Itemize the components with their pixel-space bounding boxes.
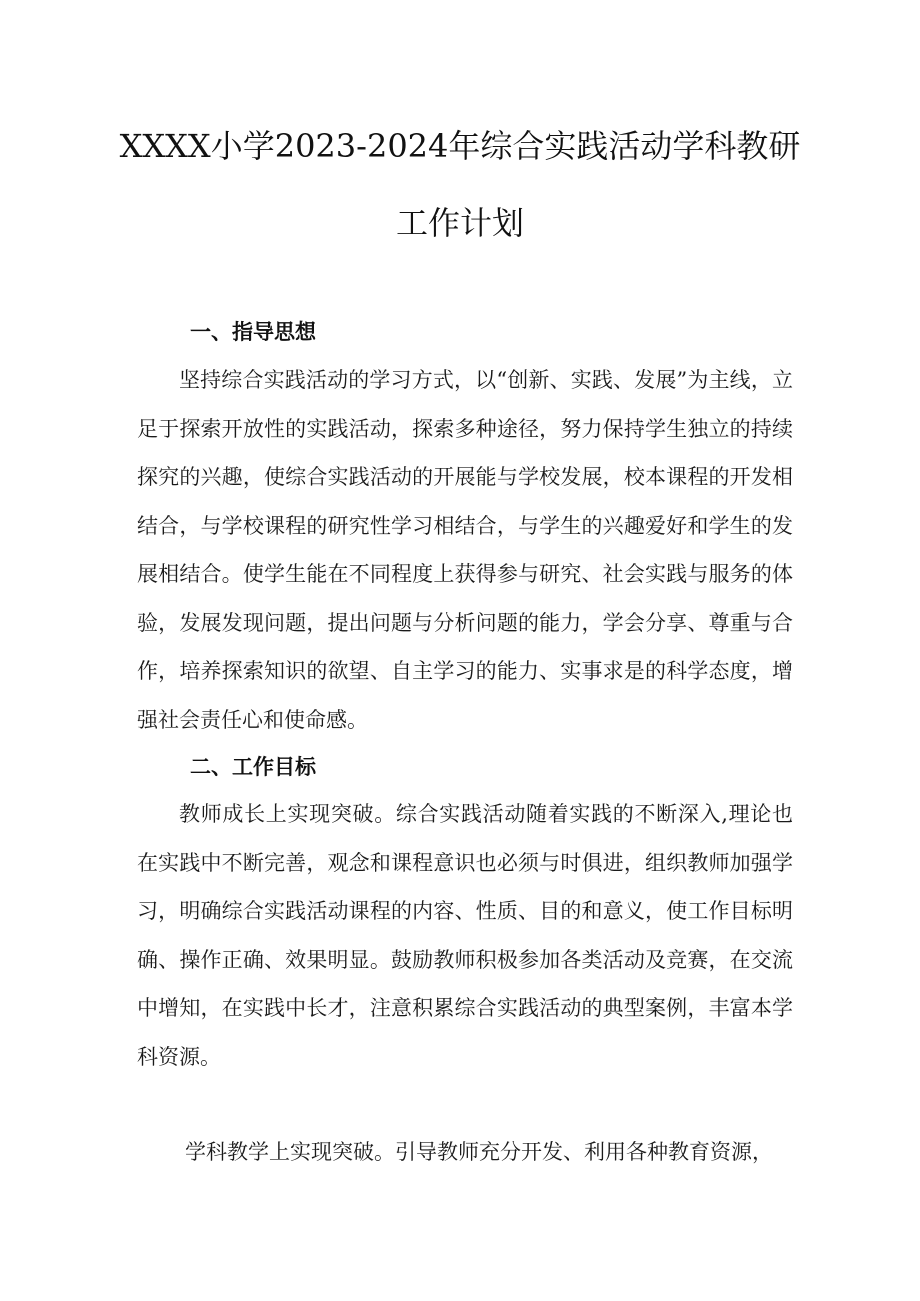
- section-paragraph-subject-teaching: 学科教学上实现突破。引导教师充分开发、利用各种教育资源，: [185, 1140, 773, 1164]
- section-paragraph-guiding-ideology: 坚持综合实践活动的学习方式，以“创新、实践、发展”为主线，立足于探索开放性的实践活动，探索多种途径，努力保持学生独立的持续探究的兴趣，使综合实践活动的开展能与学校发展，校本课程的开发相结合，与学校课程的研究性学习相结合，与学生的兴趣爱好和学生的发展相结合。使学生能在不同程度上获得参与研究、社会实践与服务的体验，发展发现问题，提出问题与分析问题的能力，学会分享、尊重与合作，培养探索知识的欲望、自主学习的能力、实事求是的科学态度，增强社会责任心和使命感。: [137, 368, 793, 732]
- document-title-line-2: 工作计划: [395, 204, 524, 242]
- section-heading-work-goals: 二、工作目标: [190, 755, 316, 779]
- section-heading-guiding-ideology: 一、指导思想: [190, 320, 316, 344]
- section-paragraph-teacher-growth: 教师成长上实现突破。综合实践活动随着实践的不断深入,理论也在实践中不断完善，观念和课程意识也必须与时俱进，组织教师加强学习，明确综合实践活动课程的内容、性质、目的和意义，使工作目标明确、操作正确、效果明显。鼓励教师积极参加各类活动及竞赛，在交流中增知，在实践中长才，注意积累综合实践活动的典型案例，丰富本学科资源。: [137, 802, 793, 1069]
- document-title-line-1: XXXX小学2023-2024年综合实践活动学科教研: [119, 127, 801, 165]
